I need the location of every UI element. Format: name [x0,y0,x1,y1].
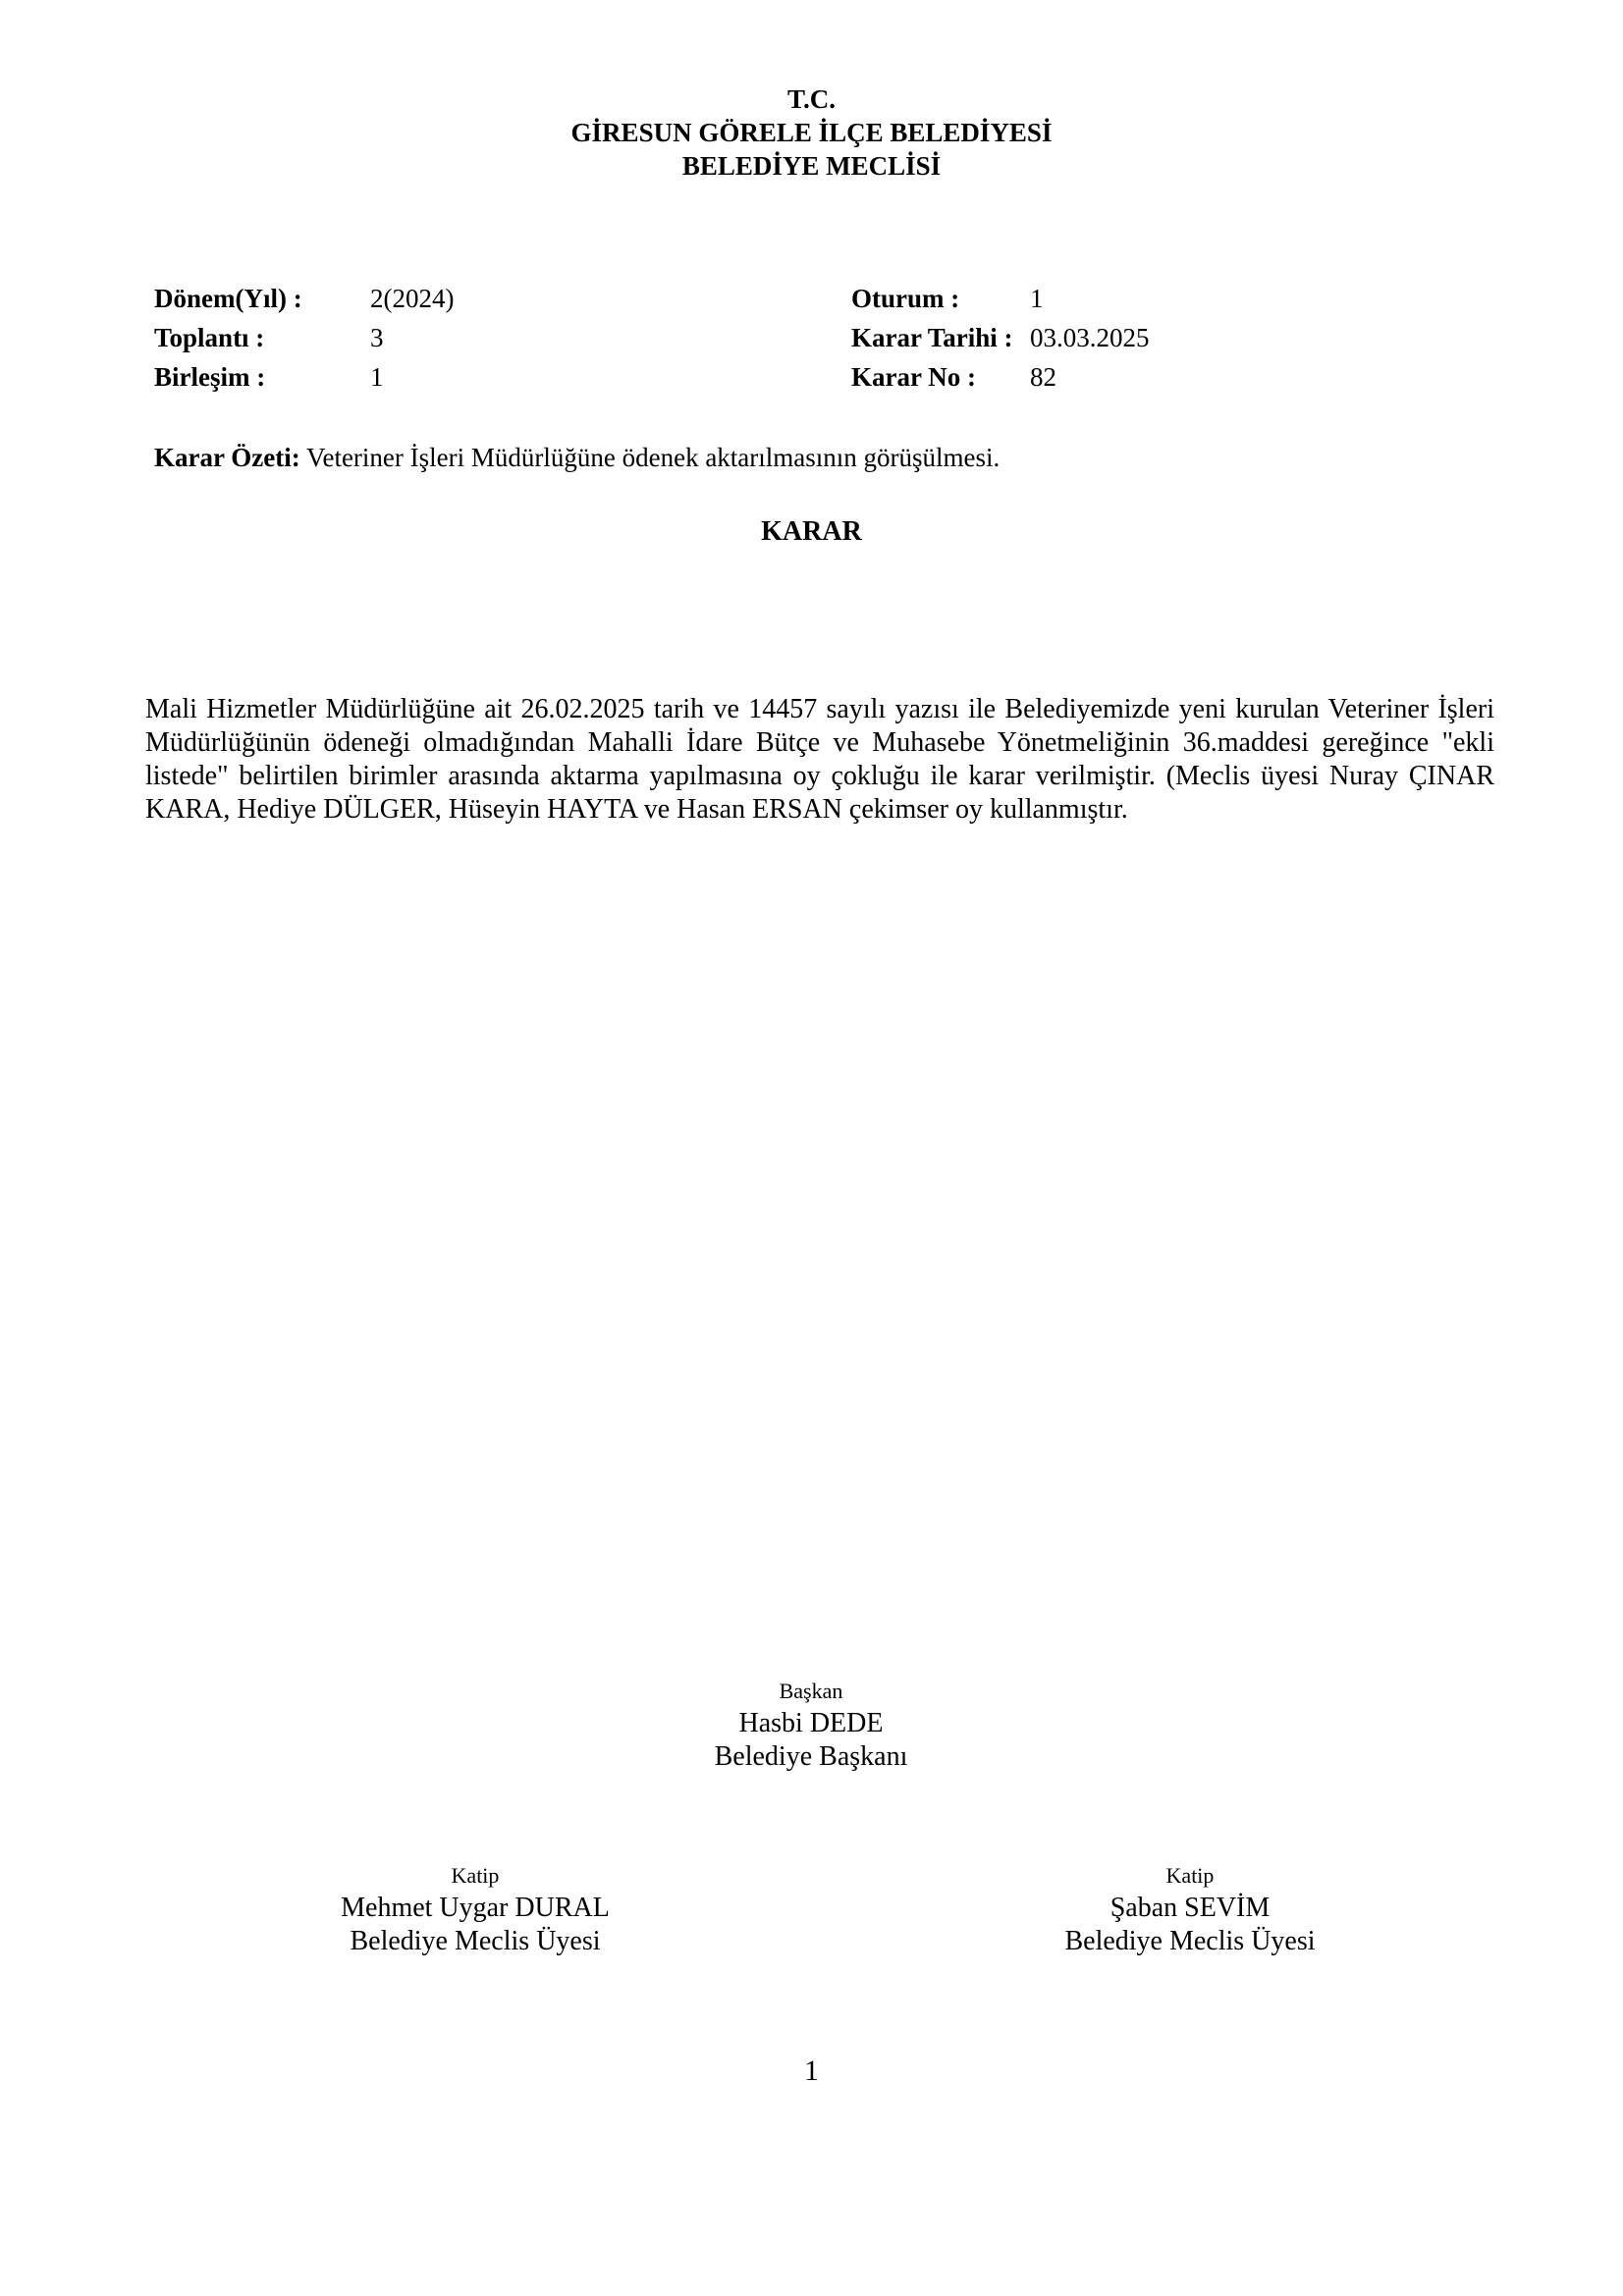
signature-title: Belediye Başkanı [714,1741,908,1772]
signature-president [615,1676,1007,1774]
signature-title: Belediye Meclis Üyesi [350,1926,601,1956]
meta-value: 1 [370,362,384,392]
summary-label: Karar Özeti: [154,443,300,472]
decision-summary [154,438,1000,477]
signature-clerk-right [994,1860,1386,1958]
header-line-tc: T.C. [786,84,836,114]
signature-clerk-left [279,1860,672,1958]
decision-heading: KARAR [761,516,862,547]
header-line-council: BELEDİYE MECLİSİ [681,151,942,181]
meta-label: Oturum : [851,284,960,313]
meta-value: 3 [370,323,384,352]
meta-row-toplanti [154,318,454,357]
meta-label: Dönem(Yıl) : [154,284,302,313]
meta-left-column [154,279,454,397]
meta-row-oturum [851,279,1150,318]
meta-row-karar-tarihi [851,318,1150,357]
meta-label: Karar No : [851,362,976,392]
meta-value: 82 [1030,362,1056,392]
decision-body: Mali Hizmetler Müdürlüğüne ait 26.02.2025 tarih ve 14457 sayılı yazısı ile Belediyemizde yeni kurulan Veteriner İşleri Müdürlüğünün ödeneği olmadığından Mahalli İdare Bütçe ve Muhasebe Yönetmeliğinin 36.maddesi gereğince "ekli listede" belirtilen birimler arasında aktarma yapılmasına oy çokluğu ile karar verilmiştir. (Meclis üyesi Nuray ÇINAR KARA, Hediye DÜLGER, Hüseyin HAYTA ve Hasan ERSAN çekimser oy kullanmıştır. [145,694,1494,825]
signature-name: Mehmet Uygar DURAL [341,1893,610,1923]
signature-name: Hasbi DEDE [738,1708,884,1738]
meta-label: Birleşim : [154,362,266,392]
meta-row-birlesim [154,357,454,397]
signature-role: Başkan [779,1679,843,1703]
signature-name: Şaban SEVİM [1109,1893,1271,1923]
meta-value: 1 [1030,284,1044,313]
signature-role: Katip [1165,1863,1215,1888]
meta-right-column [851,279,1150,397]
summary-text: Veteriner İşleri Müdürlüğüne ödenek aktarılmasının görüşülmesi. [305,443,1001,472]
meta-label: Toplantı : [154,323,265,352]
signature-title: Belediye Meclis Üyesi [1064,1926,1316,1956]
meta-label: Karar Tarihi : [851,323,1013,352]
signature-role: Katip [451,1863,500,1888]
header-line-municipality: GİRESUN GÖRELE İLÇE BELEDİYESİ [570,118,1053,147]
meta-row-karar-no [851,357,1150,397]
meta-value: 2(2024) [370,284,455,313]
page-number: 1 [804,2055,819,2087]
meta-row-donem [154,279,454,318]
document-header [0,82,1623,183]
meta-value: 03.03.2025 [1030,323,1150,352]
